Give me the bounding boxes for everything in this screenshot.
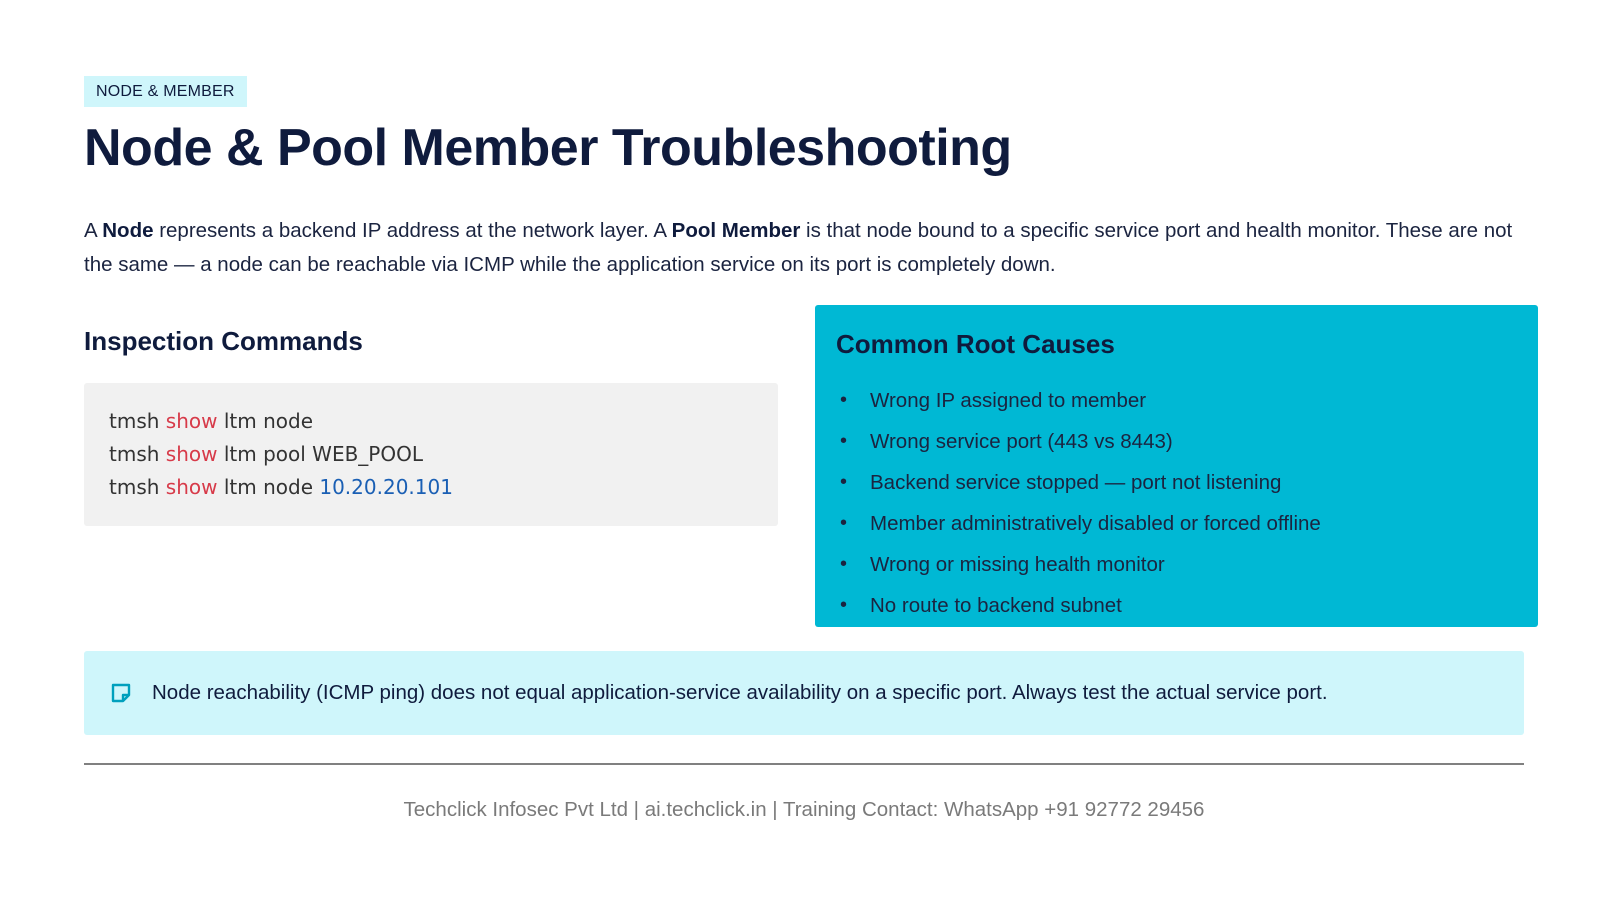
code-cmd: tmsh <box>109 442 166 466</box>
code-keyword: show <box>165 409 218 433</box>
list-item-text: Wrong IP assigned to member <box>870 389 1147 412</box>
note-callout <box>84 651 1524 735</box>
code-block <box>84 383 778 526</box>
sticky-note-icon <box>110 682 132 704</box>
code-line <box>109 438 778 471</box>
root-causes-heading: Common Root Causes <box>836 329 1115 359</box>
code-keyword: show <box>165 442 218 466</box>
bullet: • <box>840 594 848 616</box>
bullet: • <box>840 389 848 411</box>
list-item <box>836 503 1518 544</box>
list-item <box>836 421 1518 462</box>
footer-divider <box>84 763 1524 765</box>
page-title: Node & Pool Member Troubleshooting <box>84 119 1012 177</box>
code-line <box>109 405 778 438</box>
list-item-text: Backend service stopped — port not listening <box>870 471 1282 494</box>
intro-paragraph <box>84 214 1524 282</box>
list-item <box>836 462 1518 503</box>
code-cmd: tmsh <box>109 409 166 433</box>
root-causes-list <box>836 380 1518 626</box>
code-keyword: show <box>165 475 218 499</box>
list-item-text: Wrong service port (443 vs 8443) <box>870 430 1173 453</box>
intro-text-2: represents a backend IP address at the network layer. A <box>153 219 672 242</box>
intro-text-1: A <box>84 219 103 242</box>
bullet: • <box>840 512 848 534</box>
list-item <box>836 585 1518 626</box>
list-item-text: No route to backend subnet <box>870 594 1122 617</box>
code-args: ltm node <box>217 409 313 433</box>
intro-text-3: is that node bound to a specific service port and health monitor. These are not the same — a node can be reachable via ICMP while the application service on its port is completely down. <box>84 219 1513 276</box>
bullet: • <box>840 430 848 452</box>
list-item-text: Wrong or missing health monitor <box>870 553 1165 576</box>
intro-term-pool-member: Pool Member <box>671 219 801 242</box>
code-line <box>109 471 778 504</box>
inspection-heading: Inspection Commands <box>84 326 363 356</box>
root-causes-panel <box>815 305 1538 627</box>
bullet: • <box>840 471 848 493</box>
intro-term-node: Node <box>102 219 154 242</box>
list-item <box>836 380 1518 421</box>
code-args: ltm node <box>217 475 320 499</box>
footer-text: Techclick Infosec Pvt Ltd | ai.techclick.in | Training Contact: WhatsApp +91 92772 29456 <box>403 798 1205 821</box>
section-tag: NODE & MEMBER <box>84 76 247 107</box>
list-item-text: Member administratively disabled or forced offline <box>870 512 1321 535</box>
note-text: Node reachability (ICMP ping) does not equal application-service availability on a specific port. Always test the actual service port. <box>152 681 1328 704</box>
bullet: • <box>840 553 848 575</box>
code-args: ltm pool WEB_POOL <box>217 442 423 466</box>
code-ip: 10.20.20.101 <box>319 475 453 499</box>
list-item <box>836 544 1518 585</box>
code-cmd: tmsh <box>109 475 166 499</box>
